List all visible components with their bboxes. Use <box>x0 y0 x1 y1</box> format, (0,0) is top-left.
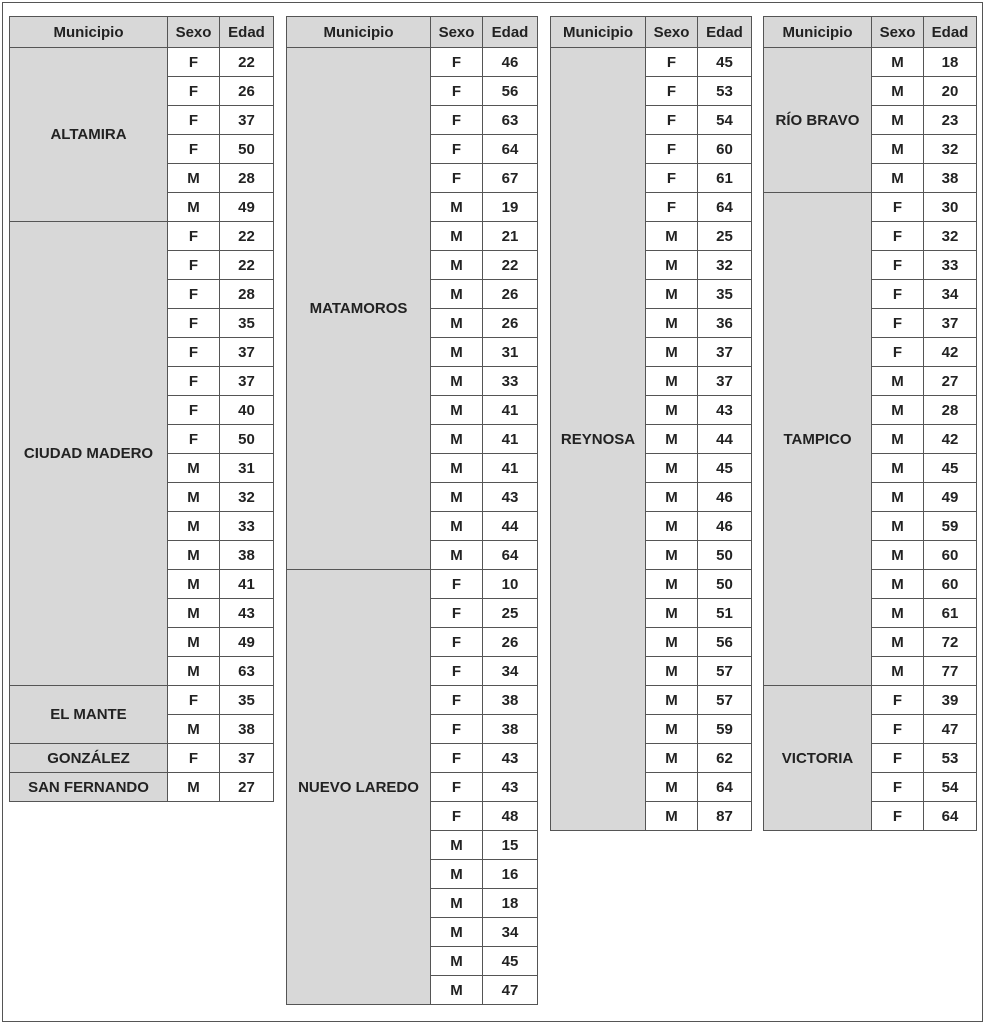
table-row <box>551 48 752 77</box>
edad-cell: 37 <box>698 338 752 367</box>
sexo-cell: F <box>431 48 483 77</box>
municipio-cell: REYNOSA <box>551 48 646 831</box>
table-row <box>764 48 977 77</box>
sexo-cell: M <box>646 454 698 483</box>
sexo-cell: M <box>168 657 220 686</box>
edad-cell: 48 <box>483 802 538 831</box>
sexo-cell: M <box>646 541 698 570</box>
sexo-cell: M <box>872 541 924 570</box>
table-row <box>287 48 538 77</box>
edad-cell: 37 <box>220 744 274 773</box>
edad-cell: 41 <box>220 570 274 599</box>
sexo-cell: M <box>646 773 698 802</box>
sexo-cell: F <box>431 686 483 715</box>
table-row <box>287 570 538 599</box>
sexo-cell: M <box>431 889 483 918</box>
sexo-cell: M <box>168 570 220 599</box>
sexo-cell: M <box>431 367 483 396</box>
edad-cell: 21 <box>483 222 538 251</box>
edad-cell: 61 <box>698 164 752 193</box>
sexo-cell: M <box>646 744 698 773</box>
sexo-cell: M <box>431 512 483 541</box>
edad-cell: 57 <box>698 686 752 715</box>
sexo-cell: M <box>431 918 483 947</box>
sexo-cell: M <box>168 483 220 512</box>
header-sexo: Sexo <box>431 17 483 48</box>
edad-cell: 53 <box>698 77 752 106</box>
table-row <box>10 48 274 77</box>
edad-cell: 60 <box>924 570 977 599</box>
sexo-cell: M <box>431 831 483 860</box>
sexo-cell: M <box>168 164 220 193</box>
table-row <box>10 744 274 773</box>
header-sexo: Sexo <box>872 17 924 48</box>
edad-cell: 43 <box>483 744 538 773</box>
sexo-cell: M <box>646 686 698 715</box>
edad-cell: 60 <box>924 541 977 570</box>
edad-cell: 87 <box>698 802 752 831</box>
sexo-cell: M <box>872 628 924 657</box>
edad-cell: 38 <box>924 164 977 193</box>
edad-cell: 50 <box>220 135 274 164</box>
sexo-cell: F <box>168 686 220 715</box>
sexo-cell: M <box>646 628 698 657</box>
sexo-cell: M <box>872 483 924 512</box>
edad-cell: 43 <box>483 773 538 802</box>
edad-cell: 33 <box>220 512 274 541</box>
sexo-cell: F <box>872 802 924 831</box>
sexo-cell: F <box>872 715 924 744</box>
edad-cell: 32 <box>924 135 977 164</box>
sexo-cell: F <box>168 309 220 338</box>
sexo-cell: M <box>168 715 220 744</box>
municipio-cell: RÍO BRAVO <box>764 48 872 193</box>
edad-cell: 50 <box>698 570 752 599</box>
sexo-cell: M <box>431 280 483 309</box>
edad-cell: 18 <box>483 889 538 918</box>
municipio-cell: ALTAMIRA <box>10 48 168 222</box>
table-row <box>10 686 274 715</box>
sexo-cell: M <box>431 425 483 454</box>
edad-cell: 50 <box>698 541 752 570</box>
edad-cell: 34 <box>483 918 538 947</box>
sexo-cell: M <box>168 193 220 222</box>
sexo-cell: M <box>646 338 698 367</box>
edad-cell: 44 <box>698 425 752 454</box>
edad-cell: 26 <box>483 280 538 309</box>
edad-cell: 30 <box>924 193 977 222</box>
sexo-cell: M <box>646 715 698 744</box>
sexo-cell: M <box>872 396 924 425</box>
sexo-cell: M <box>431 541 483 570</box>
sexo-cell: M <box>646 802 698 831</box>
header-municipio: Municipio <box>551 17 646 48</box>
edad-cell: 25 <box>698 222 752 251</box>
sexo-cell: F <box>168 367 220 396</box>
edad-cell: 45 <box>924 454 977 483</box>
sexo-cell: F <box>431 657 483 686</box>
edad-cell: 34 <box>924 280 977 309</box>
edad-cell: 45 <box>483 947 538 976</box>
header-edad: Edad <box>924 17 977 48</box>
edad-cell: 18 <box>924 48 977 77</box>
sexo-cell: M <box>431 309 483 338</box>
edad-cell: 31 <box>483 338 538 367</box>
sexo-cell: M <box>646 570 698 599</box>
edad-cell: 35 <box>220 686 274 715</box>
sexo-cell: M <box>872 425 924 454</box>
municipio-cell: CIUDAD MADERO <box>10 222 168 686</box>
edad-cell: 43 <box>220 599 274 628</box>
edad-cell: 45 <box>698 454 752 483</box>
sexo-cell: F <box>168 48 220 77</box>
sexo-cell: M <box>431 222 483 251</box>
edad-cell: 22 <box>220 48 274 77</box>
edad-cell: 59 <box>924 512 977 541</box>
sexo-cell: M <box>431 483 483 512</box>
sexo-cell: M <box>168 773 220 802</box>
sexo-cell: M <box>168 454 220 483</box>
edad-cell: 20 <box>924 77 977 106</box>
edad-cell: 38 <box>220 541 274 570</box>
sexo-cell: F <box>646 164 698 193</box>
sexo-cell: F <box>872 193 924 222</box>
sexo-cell: M <box>646 512 698 541</box>
sexo-cell: M <box>646 280 698 309</box>
sexo-cell: M <box>646 222 698 251</box>
sexo-cell: M <box>872 367 924 396</box>
edad-cell: 63 <box>220 657 274 686</box>
sexo-cell: F <box>168 425 220 454</box>
sexo-cell: F <box>872 280 924 309</box>
edad-cell: 37 <box>698 367 752 396</box>
data-table-3 <box>550 16 752 831</box>
sexo-cell: M <box>168 628 220 657</box>
edad-cell: 51 <box>698 599 752 628</box>
sexo-cell: F <box>872 222 924 251</box>
edad-cell: 54 <box>698 106 752 135</box>
edad-cell: 40 <box>220 396 274 425</box>
edad-cell: 44 <box>483 512 538 541</box>
sexo-cell: F <box>431 164 483 193</box>
header-edad: Edad <box>220 17 274 48</box>
sexo-cell: M <box>431 193 483 222</box>
edad-cell: 37 <box>220 106 274 135</box>
municipio-cell: MATAMOROS <box>287 48 431 570</box>
header-sexo: Sexo <box>168 17 220 48</box>
sexo-cell: M <box>872 135 924 164</box>
sexo-cell: M <box>872 164 924 193</box>
edad-cell: 27 <box>924 367 977 396</box>
sexo-cell: F <box>168 135 220 164</box>
sexo-cell: F <box>431 570 483 599</box>
sexo-cell: F <box>168 396 220 425</box>
sexo-cell: F <box>431 715 483 744</box>
sexo-cell: M <box>168 512 220 541</box>
sexo-cell: F <box>646 77 698 106</box>
header-municipio: Municipio <box>287 17 431 48</box>
edad-cell: 59 <box>698 715 752 744</box>
edad-cell: 46 <box>698 512 752 541</box>
edad-cell: 64 <box>483 135 538 164</box>
edad-cell: 50 <box>220 425 274 454</box>
edad-cell: 41 <box>483 396 538 425</box>
edad-cell: 63 <box>483 106 538 135</box>
edad-cell: 41 <box>483 425 538 454</box>
sexo-cell: F <box>872 338 924 367</box>
sexo-cell: F <box>431 599 483 628</box>
edad-cell: 46 <box>698 483 752 512</box>
edad-cell: 37 <box>924 309 977 338</box>
edad-cell: 32 <box>698 251 752 280</box>
sexo-cell: M <box>872 570 924 599</box>
edad-cell: 43 <box>483 483 538 512</box>
edad-cell: 49 <box>220 628 274 657</box>
municipio-cell: GONZÁLEZ <box>10 744 168 773</box>
edad-cell: 19 <box>483 193 538 222</box>
sexo-cell: F <box>646 193 698 222</box>
edad-cell: 57 <box>698 657 752 686</box>
sexo-cell: F <box>872 686 924 715</box>
header-sexo: Sexo <box>646 17 698 48</box>
edad-cell: 22 <box>483 251 538 280</box>
edad-cell: 33 <box>483 367 538 396</box>
edad-cell: 23 <box>924 106 977 135</box>
sexo-cell: M <box>168 599 220 628</box>
edad-cell: 26 <box>483 309 538 338</box>
edad-cell: 33 <box>924 251 977 280</box>
edad-cell: 64 <box>483 541 538 570</box>
edad-cell: 64 <box>698 193 752 222</box>
edad-cell: 28 <box>220 280 274 309</box>
sexo-cell: F <box>431 106 483 135</box>
table-row <box>10 222 274 251</box>
edad-cell: 56 <box>483 77 538 106</box>
edad-cell: 67 <box>483 164 538 193</box>
edad-cell: 64 <box>698 773 752 802</box>
sexo-cell: F <box>168 280 220 309</box>
sexo-cell: M <box>872 77 924 106</box>
edad-cell: 38 <box>483 686 538 715</box>
edad-cell: 45 <box>698 48 752 77</box>
edad-cell: 47 <box>924 715 977 744</box>
data-table-2 <box>286 16 538 1005</box>
edad-cell: 31 <box>220 454 274 483</box>
sexo-cell: M <box>872 512 924 541</box>
sexo-cell: F <box>168 744 220 773</box>
edad-cell: 35 <box>220 309 274 338</box>
sexo-cell: M <box>646 251 698 280</box>
sexo-cell: M <box>431 860 483 889</box>
header-municipio: Municipio <box>764 17 872 48</box>
edad-cell: 43 <box>698 396 752 425</box>
sexo-cell: F <box>431 628 483 657</box>
edad-cell: 32 <box>220 483 274 512</box>
edad-cell: 38 <box>483 715 538 744</box>
sexo-cell: F <box>431 802 483 831</box>
edad-cell: 10 <box>483 570 538 599</box>
edad-cell: 28 <box>220 164 274 193</box>
edad-cell: 49 <box>220 193 274 222</box>
header-edad: Edad <box>483 17 538 48</box>
edad-cell: 72 <box>924 628 977 657</box>
edad-cell: 41 <box>483 454 538 483</box>
edad-cell: 47 <box>483 976 538 1005</box>
sexo-cell: M <box>646 367 698 396</box>
edad-cell: 77 <box>924 657 977 686</box>
edad-cell: 34 <box>483 657 538 686</box>
municipio-cell: VICTORIA <box>764 686 872 831</box>
edad-cell: 60 <box>698 135 752 164</box>
edad-cell: 22 <box>220 222 274 251</box>
edad-cell: 54 <box>924 773 977 802</box>
edad-cell: 53 <box>924 744 977 773</box>
sexo-cell: F <box>646 135 698 164</box>
header-municipio: Municipio <box>10 17 168 48</box>
municipio-cell: TAMPICO <box>764 193 872 686</box>
edad-cell: 62 <box>698 744 752 773</box>
edad-cell: 37 <box>220 338 274 367</box>
edad-cell: 42 <box>924 425 977 454</box>
sexo-cell: F <box>431 744 483 773</box>
edad-cell: 15 <box>483 831 538 860</box>
sexo-cell: F <box>646 48 698 77</box>
sexo-cell: M <box>431 454 483 483</box>
sexo-cell: M <box>872 454 924 483</box>
municipio-cell: NUEVO LAREDO <box>287 570 431 1005</box>
sexo-cell: F <box>168 106 220 135</box>
table-row <box>764 193 977 222</box>
sexo-cell: M <box>646 483 698 512</box>
sexo-cell: M <box>646 396 698 425</box>
sexo-cell: M <box>431 251 483 280</box>
sexo-cell: M <box>431 947 483 976</box>
edad-cell: 37 <box>220 367 274 396</box>
sexo-cell: M <box>646 309 698 338</box>
sexo-cell: M <box>431 396 483 425</box>
sexo-cell: M <box>431 976 483 1005</box>
municipio-cell: EL MANTE <box>10 686 168 744</box>
edad-cell: 46 <box>483 48 538 77</box>
edad-cell: 35 <box>698 280 752 309</box>
sexo-cell: F <box>431 135 483 164</box>
edad-cell: 27 <box>220 773 274 802</box>
table-row <box>10 773 274 802</box>
sexo-cell: M <box>872 599 924 628</box>
edad-cell: 38 <box>220 715 274 744</box>
edad-cell: 64 <box>924 802 977 831</box>
data-table-4 <box>763 16 977 831</box>
edad-cell: 16 <box>483 860 538 889</box>
edad-cell: 32 <box>924 222 977 251</box>
sexo-cell: F <box>168 251 220 280</box>
sexo-cell: F <box>431 773 483 802</box>
edad-cell: 61 <box>924 599 977 628</box>
edad-cell: 49 <box>924 483 977 512</box>
sexo-cell: F <box>168 338 220 367</box>
sexo-cell: M <box>646 425 698 454</box>
sexo-cell: F <box>431 77 483 106</box>
sexo-cell: M <box>646 657 698 686</box>
sexo-cell: M <box>872 657 924 686</box>
edad-cell: 42 <box>924 338 977 367</box>
edad-cell: 36 <box>698 309 752 338</box>
sexo-cell: M <box>431 338 483 367</box>
edad-cell: 56 <box>698 628 752 657</box>
data-table-1 <box>9 16 274 802</box>
municipio-cell: SAN FERNANDO <box>10 773 168 802</box>
sexo-cell: F <box>168 77 220 106</box>
sexo-cell: F <box>168 222 220 251</box>
sexo-cell: F <box>872 251 924 280</box>
edad-cell: 26 <box>220 77 274 106</box>
edad-cell: 22 <box>220 251 274 280</box>
sexo-cell: F <box>872 309 924 338</box>
edad-cell: 26 <box>483 628 538 657</box>
header-edad: Edad <box>698 17 752 48</box>
sexo-cell: M <box>872 106 924 135</box>
sexo-cell: M <box>646 599 698 628</box>
sexo-cell: F <box>646 106 698 135</box>
edad-cell: 28 <box>924 396 977 425</box>
sexo-cell: M <box>872 48 924 77</box>
edad-cell: 25 <box>483 599 538 628</box>
sexo-cell: F <box>872 773 924 802</box>
sexo-cell: F <box>872 744 924 773</box>
table-row <box>764 686 977 715</box>
edad-cell: 39 <box>924 686 977 715</box>
sexo-cell: M <box>168 541 220 570</box>
